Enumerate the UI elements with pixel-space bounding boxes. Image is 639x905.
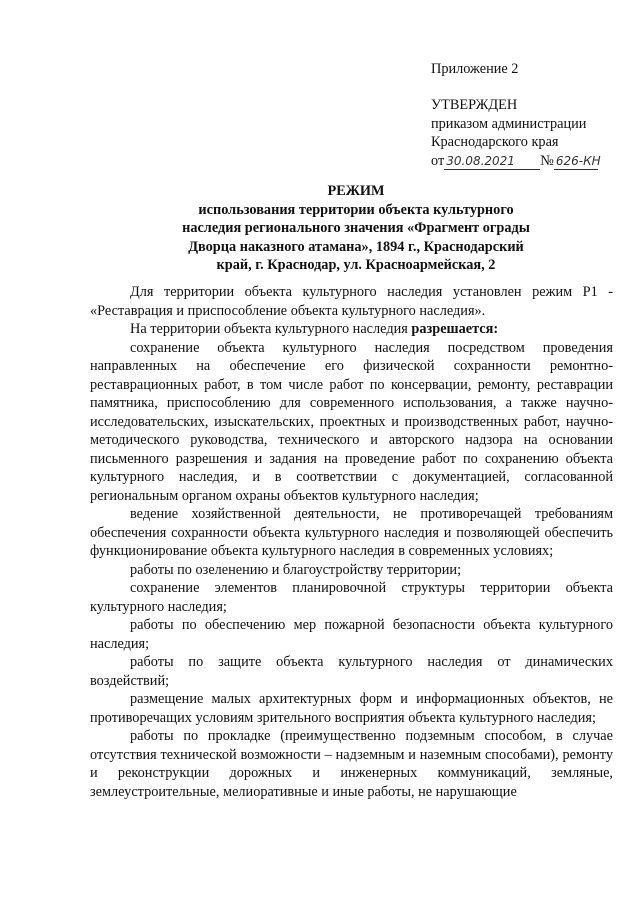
order-date-line xyxy=(431,152,631,171)
paragraph-communications: работы по прокладке (преимущественно подземным способом, в случае отсутствия технической возможности – надземным и наземным способами), ремонту и реконструкции дорожных и инженерных коммуникаций, земляные, землеустроительные, мелиоративные и иные работы, не нарушающие xyxy=(90,728,613,800)
title-line-1: РЕЖИМ xyxy=(327,183,385,199)
paragraph-regime: Для территории объекта культурного наследия установлен режим Р1 - «Реставрация и приспособление объекта культурного наследия». xyxy=(90,284,613,319)
date-prefix: от xyxy=(431,152,445,169)
appendix-label: Приложение 2 xyxy=(431,61,519,77)
document-title xyxy=(150,182,562,275)
handwritten-date: 30.08.2021 xyxy=(444,154,540,170)
paragraph-allowed-intro xyxy=(90,320,613,339)
title-line-5: край, г. Краснодар, ул. Красноармейская, 2 xyxy=(216,257,496,273)
allowed-intro-bold: разрешается: xyxy=(411,321,499,337)
approved-heading: УТВЕРЖДЕН xyxy=(431,97,518,113)
paragraph-economic-activity: ведение хозяйственной деятельности, не противоречащей требованиям обеспечения сохранности объекта культурного наследия и позволяющей обеспечить функционирование объекта культурного наследия в современных условиях; xyxy=(90,506,613,559)
number-prefix: № xyxy=(540,152,554,169)
title-line-2: использования территории объекта культурного xyxy=(198,201,514,218)
paragraph-dynamic-protection: работы по защите объекта культурного наследия от динамических воздействий; xyxy=(90,654,613,689)
paragraph-preservation: сохранение объекта культурного наследия посредством проведения направленных на обеспечение его физической сохранности ремонтно-реставрационных работ, в том числе работ по консервации, ремонту, реставрации памятника, приспособлению для современного использования, а также научно-исследовательских, изыскательских, проектных и производственных работ, научно-методического руководства, технического и авторского надзора на основании письменного разрешения и задания на проведение работ по сохранению объекта культурного наследия, и в соответствии с документацией, согласованной региональным органом охраны объектов культурного наследия; xyxy=(90,339,613,504)
allowed-intro-text: На территории объекта культурного наследия xyxy=(130,321,412,337)
approved-by-line1: приказом администрации xyxy=(431,115,587,132)
paragraph-landscaping: работы по озеленению и благоустройству территории; xyxy=(130,561,462,578)
paragraph-fire-safety: работы по обеспечению мер пожарной безопасности объекта культурного наследия; xyxy=(90,617,613,652)
approved-by-line2: Краснодарского края xyxy=(431,134,559,150)
document-body xyxy=(90,283,613,801)
paragraph-small-forms: размещение малых архитектурных форм и информационных объектов, не противоречащих условиям зрительного восприятия объекта культурного наследия; xyxy=(90,691,613,726)
handwritten-number: 626-КН xyxy=(555,153,601,168)
approval-block xyxy=(431,96,631,170)
title-line-4: Дворца наказного атамана», 1894 г., Краснодарский xyxy=(188,238,524,255)
title-line-3: наследия регионального значения «Фрагмент ограды xyxy=(182,220,530,236)
paragraph-planning-structure: сохранение элементов планировочной структуры территории объекта культурного наследия; xyxy=(90,580,613,615)
